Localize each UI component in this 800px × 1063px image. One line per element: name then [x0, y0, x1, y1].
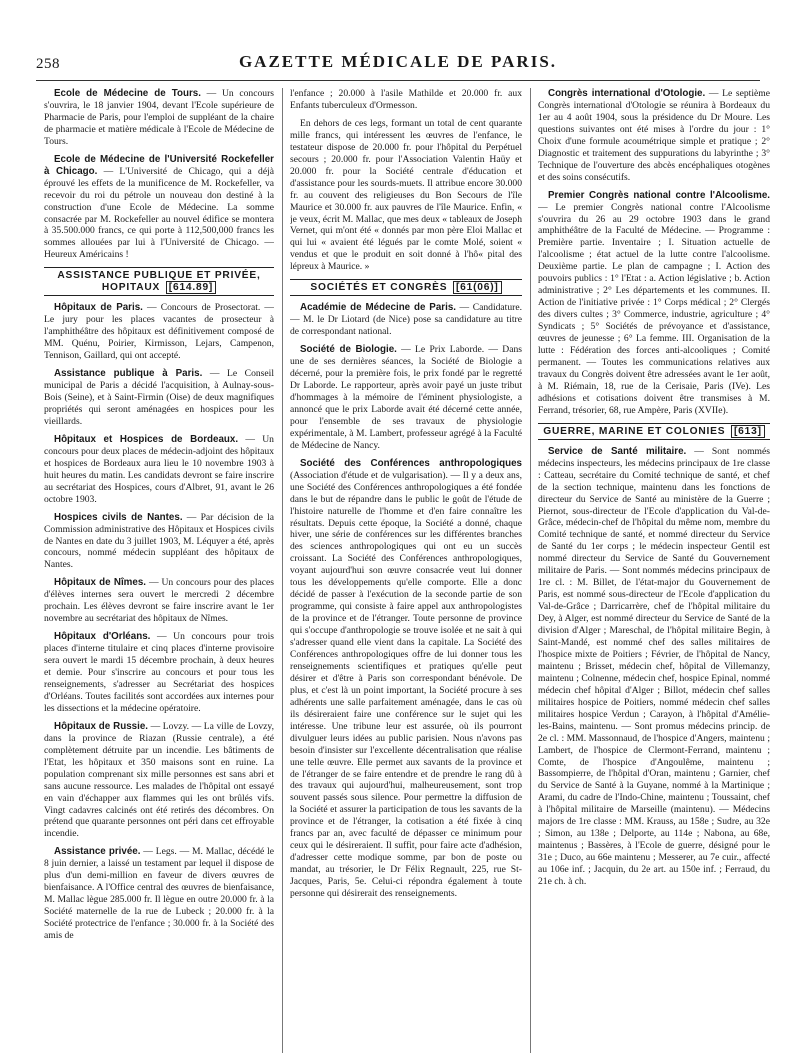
article-body: — Sont nommés médecins inspecteurs, les médecins principaux de 1re classe : Catteau, secrétaire du Comité technique de santé, et chef de la section technique, maintenu dans les fonctions de directeur du Service de Santé au ministère de la Guerre ; Piernot, sous-directeur de l'Ecole d'application du Val-de-Grâce, médecin-chef de l'hôpital du même nom, membre du Comité technique de santé, et nommé directeur du Service de Santé du 1er corps ; le médecin inspecteur Gentil est nommé directeur du Service de Santé du Gouvernement militaire de Paris. — Sont nommés médecins principaux de 1re cl. : M. Billet, de l'état-major du Gouvernement de Paris, est nommé sous-directeur de l'Ecole d'application du Val-de-Grâce ; Darricarrère, chef de l'hôpital militaire du Dey, à Alger, est nommé directeur du Service de Santé de la division d'Alger ; Mareschal, de l'hôpital militaire Begin, à Saint-Mandé, est nommé chef des salles militaires de l'hospice mixte de Poitiers ; Février, de l'hôpital de Nancy, maintenu ; Brisset, médecin chef, hôpital de Villemanzy, maintenu ; Colnenne, médecin chef, hospice Epinal, nommé médecin chef hôpital d'Alger ; Billot, médecin chef salles militaires hospice de Poitiers, nommé médecin chef salles militaires hospice Verdun ; Carayon, à l'hôpital d'Amélie-les-Bains, maintenu. — Sont promus médecins princip. de 2e cl. : MM. Massonnaud, de l'hospice d'Angers, maintenu ; Lambert, de l'hospice de Clermont-Ferrand, maintenu ; Comte, de l'hospice d'Angoulême, maintenu ; Bassompierre, de l'hôpital d'Oran, maintenu ; Garnier, chef du Service de Santé à la Guyane, nommé à la Martinique ; Arami, du cadre de l'Indo-Chine, maintenu ; Toussaint, chef à l'hôpital militaire de Marseille (maintenu). — Médecins majors de 1re classe : MM. Krauss, au 158e ; Sudre, au 32e ; Simon, au 138e ; Delporte, au 114e ; Nabona, au 68e, maintenus ; Bassères, à l'Ecole de guerre, désigné pour le 31e ; Duco, au 66e maintenu ; Messerer, au 7e cuir., affecté au 106e inf. ; Jacquin, du 2e art. au 150e inf. ; Ferraud, du 21e ch. à ch.: [538, 445, 770, 888]
article-body: — Par décision de la Commission administrative des Hôpitaux et Hospices civils de Nantes en date du 3 juillet 1903, M. Léquyer a été, après concours, nommé médecin suppléant des hôpitaux de Nantes.: [44, 511, 274, 571]
section-code: [614.89]: [166, 281, 216, 294]
article-conferences: [290, 458, 522, 900]
article-body: — Un concours pour des places d'élèves internes sera ouvert le mercredi 2 décembre prochain. Les élèves devront se faire inscrire avant le 1er novembre au secrétariat des hôpitaux de Nîmes.: [44, 577, 274, 625]
article-ecole-chicago: [44, 154, 274, 262]
article-russie: [44, 721, 274, 841]
section-heading-assistance: [44, 267, 274, 296]
article-academie: [290, 302, 522, 338]
section-heading-guerre: [538, 423, 770, 440]
article-sante-militaire: [538, 446, 770, 888]
article-heading: Société des Conférences anthropologiques: [300, 457, 522, 469]
article-ecole-tours: [44, 88, 274, 148]
section-title: ASSISTANCE PUBLIQUE ET PRIVÉE,: [57, 270, 261, 282]
section-heading-societes: [290, 279, 522, 296]
article-body: — Un concours pour deux places de médecin-adjoint des hôpitaux et hospices de Bordeaux aura lieu le 10 novembre 1903 à huit heures du matin. Les candidats devront se faire inscrire au secrétariat des Hospices, cours d'Albret, 91, avant le 26 octobre 1903.: [44, 433, 274, 505]
article-nantes: [44, 512, 274, 572]
article-assistance-paris: [44, 368, 274, 428]
section-title-cont: HOPITAUX: [101, 282, 161, 294]
article-otologie: [538, 88, 770, 184]
article-heading: Hospices civils de Nantes.: [54, 511, 183, 523]
article-heading: Hôpitaux de Paris.: [54, 302, 143, 314]
column-divider: [282, 88, 283, 1053]
article-nimes: [44, 577, 274, 625]
article-body: — Le septième Congrès international d'Otologie se réunira à Bordeaux du 1er au 4 août 1904, sous la présidence du Dr Moure. Les questions suivantes ont été mises à l'ordre du jour : 1° Choix d'une formule acoumétrique simple et pratique ; 2° Diagnostic et traitement des suppurations du labyrinthe ; 3° Technique de l'ouverture des abcès encéphaliques otogènes et des soins consécutifs.: [538, 88, 770, 183]
column-middle: [290, 88, 522, 1053]
article-assistance-privee: [44, 846, 274, 942]
article-body: — Concours de Prosectorat. — Le jury pour les places vacantes de prosecteur à l'amphithéâtre des hôpitaux est définitivement composé de MM. Quénu, Poirier, Kirmisson, Lejars, Campenon, Tennison, Gaillard, qui ont accepté.: [44, 302, 274, 362]
article-heading: Hôpitaux et Hospices de Bordeaux.: [54, 433, 239, 445]
article-heading: Congrès international d'Otologie.: [548, 88, 706, 99]
journal-title: GAZETTE MÉDICALE DE PARIS.: [238, 52, 558, 71]
article-body: — Candidature. — M. le Dr Liotard (de Nice) pose sa candidature au titre de correspondant national.: [290, 302, 522, 338]
page-number: 258: [36, 56, 60, 72]
article-body: — Le Prix Laborde. — Dans une de ses dernières séances, la Société de Biologie a décerné, pour la première fois, le prix fondé par le regretté Dr Laborde. Le rapporteur, après avoir payé un juste tribut d'hommages à la mémoire de l'éminent physiologiste, a annoncé que le prix Laborde avait été décerné cette année, pour l'ensemble de ses travaux de physiologie expérimentale, à M. Lambert, professeur agrégé à la Faculté de Médecine de Nancy.: [290, 344, 522, 451]
article-hopitaux-paris: [44, 302, 274, 362]
column-left: [44, 88, 274, 1053]
article-body: — Un concours s'ouvrira, le 18 janvier 1904, devant l'Ecole supérieure de Pharmacie de Paris, pour l'emploi de suppléant de la chaire de pharmacie et matière médicale à l'Ecole de Médecine de Tours.: [44, 88, 274, 147]
column-right: [538, 88, 770, 1053]
section-title: GUERRE, MARINE ET COLONIES: [543, 425, 726, 437]
paragraph-legs: En dehors de ces legs, formant un total de cent quarante mille francs, qui intéressent les œuvres de l'enfance, le testateur dispose de 20.000 fr. pour l'hôpital du Perpétuel secours ; 20.000 fr. pour l'Association Valentin Haüy et 20.000 fr. pour la Société centrale d'éducation et d'assistance pour les sourds-muets. Il attribue encore 30.000 fr. au couvent des religieuses du Bon Secours de l'île Maurice et 30.000 fr. aux pauvres de l'île Maurice. Enfin, « je veux, écrit M. Mallac, que mes deux « tableaux de Joseph Vernet, qui m'ont été « donnés par mon père Eloi Mallac et qui lui « avaient été légués par le comte Molé, soient « vendus et que le produit en soit donné à l'hô« pital des lépreux à Maurice. »: [290, 117, 522, 273]
article-heading: Ecole de Médecine de l'Université Rockefeller à Chicago.: [44, 153, 274, 177]
article-bordeaux: [44, 434, 274, 506]
article-body: — Legs. — M. Mallac, décédé le 8 juin dernier, a laissé un testament par lequel il dispose de plus d'un demi-million en faveur de divers œuvres de bienfaisance. A l'Office central des œuvres de bienfaisance, M. Mallac lègue 285.000 fr. Il lègue en outre 20.000 fr. à la Société maternelle de la rue de Lubeck ; 20.000 fr. à la Société protectrice de l'enfance ; 30.000 fr. à la Société des amis de: [44, 846, 274, 942]
article-body: — Le Conseil municipal de Paris a décidé l'acquisition, à Aulnay-sous-Bois (Seine), et à Saint-Firmin (Oise) de deux magnifiques propriétés qui seront aménagées en hospices pour les vieillards.: [44, 368, 274, 427]
article-body: — L'Université de Chicago, qui a déjà éprouvé les effets de la munificence de M. Rockefeller, va recevoir du roi du pétrole un nouveau don destiné à la construction d'une Ecole de Médecine. La somme consacrée par M. Rockefeller au nouvel édifice se montera à 35.500.000 francs, ce qui porte à 112,500,000 francs les sommes allouées par lui à l'Université de Chicago. — Heureux Américains !: [44, 165, 274, 261]
article-heading: Ecole de Médecine de Tours.: [54, 88, 201, 99]
section-code: [613]: [731, 425, 765, 438]
section-title: SOCIÉTÉS ET CONGRÈS: [310, 282, 448, 294]
paragraph-continued: l'enfance ; 20.000 à l'asile Mathilde et 20.000 fr. aux Enfants tuberculeux d'Ormesson.: [290, 88, 522, 111]
article-biologie: [290, 344, 522, 452]
article-orleans: [44, 631, 274, 715]
article-heading: Hôpitaux d'Orléans.: [54, 631, 151, 643]
article-heading: Société de Biologie.: [300, 344, 397, 356]
article-heading: Assistance publique à Paris.: [54, 368, 203, 380]
article-heading: Assistance privée.: [54, 846, 141, 858]
article-heading: Premier Congrès national contre l'Alcoolisme.: [548, 189, 770, 201]
article-body: — Lovzy. — La ville de Lovzy, dans la province de Riazan (Russie centrale), a été complètement détruite par un incendie. Les bâtiments de l'Etat, les hôpitaux et 350 maisons sont en ruine. La population comprenant six mille personnes est sans abri et sans aucune ressource. Les malades de l'hôpital ont essayé en vain d'échapper aux flammes qui les ont brûlés vifs. Vingt cadavres calcinés ont été retirés des décombres. On prétend que quarante personnes ont péri dans cet effroyable incendie.: [44, 720, 274, 840]
header-rule: [36, 80, 760, 81]
article-body: — Un concours pour trois places d'interne titulaire et cinq places d'interne provisoire sera ouvert le mardi 15 décembre prochain, à deux heures et demie. Pour s'inscrire au concours et pour tous les renseignements, s'adresser au Secrétariat des hospices d'Orléans. Toutes facilités sont accordées aux internes pour les dissections et la médecine opératoire.: [44, 631, 274, 714]
article-heading: Académie de Médecine de Paris.: [300, 302, 456, 314]
running-head: [36, 52, 760, 74]
column-divider: [530, 88, 531, 1053]
article-body: (Association d'étude et de vulgarisation). — Il y a deux ans, une Société des Conférences anthropologiques a été fondée dans le but de répandre dans le public le goût de l'étude de l'histoire naturelle de l'homme et d'en faire connaître les résultats. Depuis cette époque, la Société a donné, chaque hiver, une série de conférences sur les différentes branches des sciences anthropologiques qui ont eu un succès croissant. La Société des Conférences anthropologiques, voyant aujourd'hui son œuvre consacrée veut lui donner tous les développements qu'elle comporte. Elle a donc décidé de passer à l'exécution de la seconde partie de son programme, qui consiste à faire appel aux anthropologistes de la province et de l'étranger. Toute personne de province qui s'occupe d'anthropologie se trouve isolée et ne sait à qui s'adresser quand elle vient dans la capitale. La Société des Conférences anthropologiques offre de lui donner tous les renseignements scientifiques et pratiques qu'elle peut désirer et d'être à Paris son correspondant bénévole. De plus, et c'est là un point important, la Société procure à ses adhérents une salle parfaitement aménagée, dans le cas où ils désireraient faire une conférence sur le sujet qui les intéresse. Une tribune leur est assurée, où ils pourront divulguer leurs idées au public parisien. Nous n'avons pas besoin d'insister sur l'excellente décentralisation que réalise une telle œuvre. Elle permet aux savants de la province et de l'étranger de se faire entendre et de prendre le rang dû à des travaux qui aujourd'hui, malheureusement, sont trop souvent passés sous silence. Pour permettre la diffusion de la Société et assurer la participation de tous les savants de la province et de l'étranger, la cotisation a été fixée à cinq francs par an, avec faculté de dépasser ce minimum pour ceux qui le désireraient. Il suffit, pour faire acte d'adhésion, d'adresser cette modique somme, par bon de poste ou mandat, au trésorier, le Dr Félix Regnault, 225, rue St-Jacques, Paris, 5e. Celui-ci répondra également à toute personne qui désirerait des renseignements.: [290, 469, 522, 900]
article-heading: Service de Santé militaire.: [548, 445, 687, 457]
article-body: — Le premier Congrès national contre l'Alcoolisme s'ouvrira du 26 au 29 octobre 1903 dans le grand amphithéâtre de la Faculté de Médecine. — Programme : Première partie. Inventaire ; I. Situation actuelle de l'alcoolisme ; état actuel de la lutte contre l'alcoolisme. Deuxième partie. Le plan de campagne ; I. Action des pouvoirs publics : 1° l'Etat : a. Action législative ; b. Action administrative ; 2° Les départements et les communes. II. Action de l'initiative privée : 1° Corps médical ; 2° Clergés des divers cultes ; 3° Commerce, industrie, agriculture ; 4° Syndicats ; 5° Sociétés de prévoyance et d'assistance, œuvres de jeunesse ; 6° La femme. III. Organisation de la lutte : Fédération des forces anti-alcooliques ; Comité permanent. — Toutes les communications relatives aux travaux du Congrès doivent être adressées avant le 1er août, à M. Riémain, 18, rue de la Cerisaie, Paris (IVe). Les adhésions et cotisations doivent être transmises à M. Ferrand, trésorier, 68, rue Ampère, Paris (XVIIe).: [538, 201, 770, 416]
article-alcoolisme: [538, 190, 770, 417]
article-heading: Hôpitaux de Russie.: [54, 720, 148, 732]
section-code: [61(06)]: [453, 281, 502, 294]
article-heading: Hôpitaux de Nîmes.: [54, 577, 147, 589]
